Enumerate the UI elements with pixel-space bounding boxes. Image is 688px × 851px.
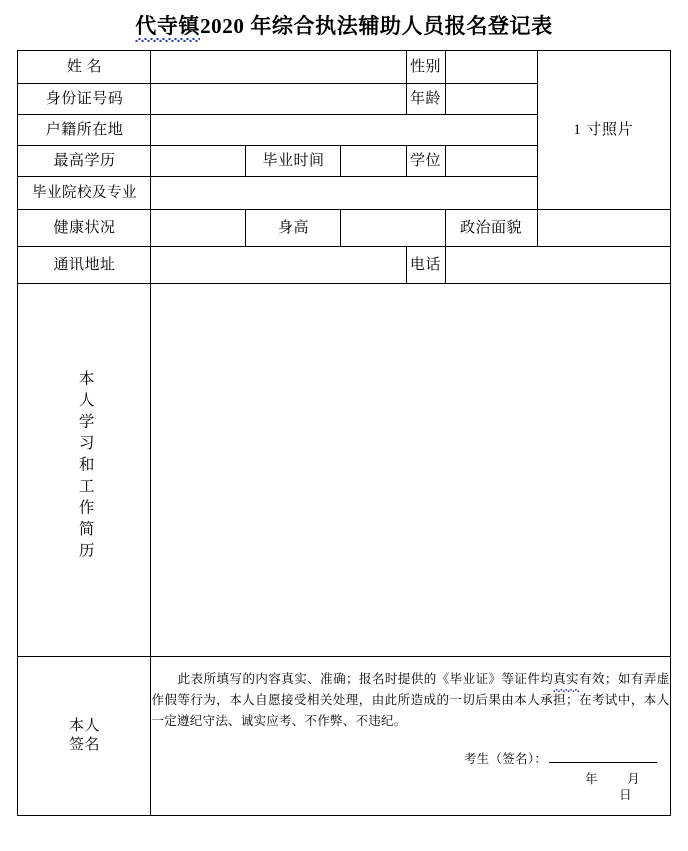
label-graduation-time: 毕业时间: [246, 146, 341, 177]
field-name[interactable]: [151, 51, 406, 84]
date-month-label: 月: [627, 771, 641, 786]
label-resume-text: 本人学习和工作简历: [76, 370, 94, 564]
table-row-resume: [18, 284, 670, 657]
declaration-highlight: 真实: [553, 669, 579, 690]
field-health[interactable]: [151, 210, 246, 247]
declaration-segment-2: 有效；如有弄虚作假等行为，本人自愿接受相关处理，由此所造成的一切后果由本人承担；在考试中，本人一定遵纪守法、诚实应考、不作弊、不违纪。: [151, 672, 670, 728]
field-political-status[interactable]: [537, 210, 670, 247]
field-height[interactable]: [341, 210, 445, 247]
field-age[interactable]: [445, 84, 537, 115]
field-resume[interactable]: [151, 284, 670, 657]
label-political-status: 政治面貌: [445, 210, 537, 247]
field-phone[interactable]: [445, 247, 670, 284]
declaration-text: [151, 669, 669, 731]
registration-form-table: [17, 50, 670, 816]
declaration-cell: [151, 657, 670, 816]
label-gender: 性别: [406, 51, 445, 84]
signature-input-line[interactable]: [549, 749, 657, 763]
signature-prompt-row: [151, 749, 669, 767]
label-height: 身高: [246, 210, 341, 247]
page-title-container: [0, 0, 688, 50]
label-signature-line2: 签名: [68, 737, 100, 754]
page-title-rest: 2020 年综合执法辅助人员报名登记表: [200, 14, 553, 38]
table-row-signature: [18, 657, 670, 816]
label-phone: 电话: [406, 247, 445, 284]
table-row-address: [18, 247, 670, 284]
label-id-number: 身份证号码: [18, 84, 151, 115]
table-row-name: [18, 51, 670, 84]
photo-placeholder: 1 寸照片: [537, 51, 670, 210]
table-row-health: [18, 210, 670, 247]
label-name: 姓 名: [18, 51, 151, 84]
field-address[interactable]: [151, 247, 406, 284]
signature-prompt-label: 考生（签名）：: [463, 752, 548, 767]
field-id-number[interactable]: [151, 84, 406, 115]
label-resume: [18, 284, 151, 657]
page-title-prefix: 代寺镇: [135, 14, 201, 38]
label-health: 健康状况: [18, 210, 151, 247]
label-education: 最高学历: [18, 146, 151, 177]
label-household: 户籍所在地: [18, 115, 151, 146]
field-school-major[interactable]: [151, 177, 537, 210]
label-school-major: 毕业院校及专业: [18, 177, 151, 210]
label-address: 通讯地址: [18, 247, 151, 284]
label-degree: 学位: [406, 146, 445, 177]
page-title: [135, 13, 552, 39]
declaration-segment-1: 此表所填写的内容真实、准确；报名时提供的《毕业证》等证件均: [177, 672, 554, 687]
field-household[interactable]: [151, 115, 537, 146]
label-age: 年龄: [406, 84, 445, 115]
field-education[interactable]: [151, 146, 246, 177]
label-signature-line1: 本人: [68, 717, 100, 734]
field-degree[interactable]: [445, 146, 537, 177]
field-graduation-time[interactable]: [341, 146, 406, 177]
label-signature: [18, 657, 151, 816]
date-year-label: 年: [584, 771, 598, 786]
date-row: [151, 771, 669, 804]
field-gender[interactable]: [445, 51, 537, 84]
date-day-label: 日: [619, 787, 632, 802]
